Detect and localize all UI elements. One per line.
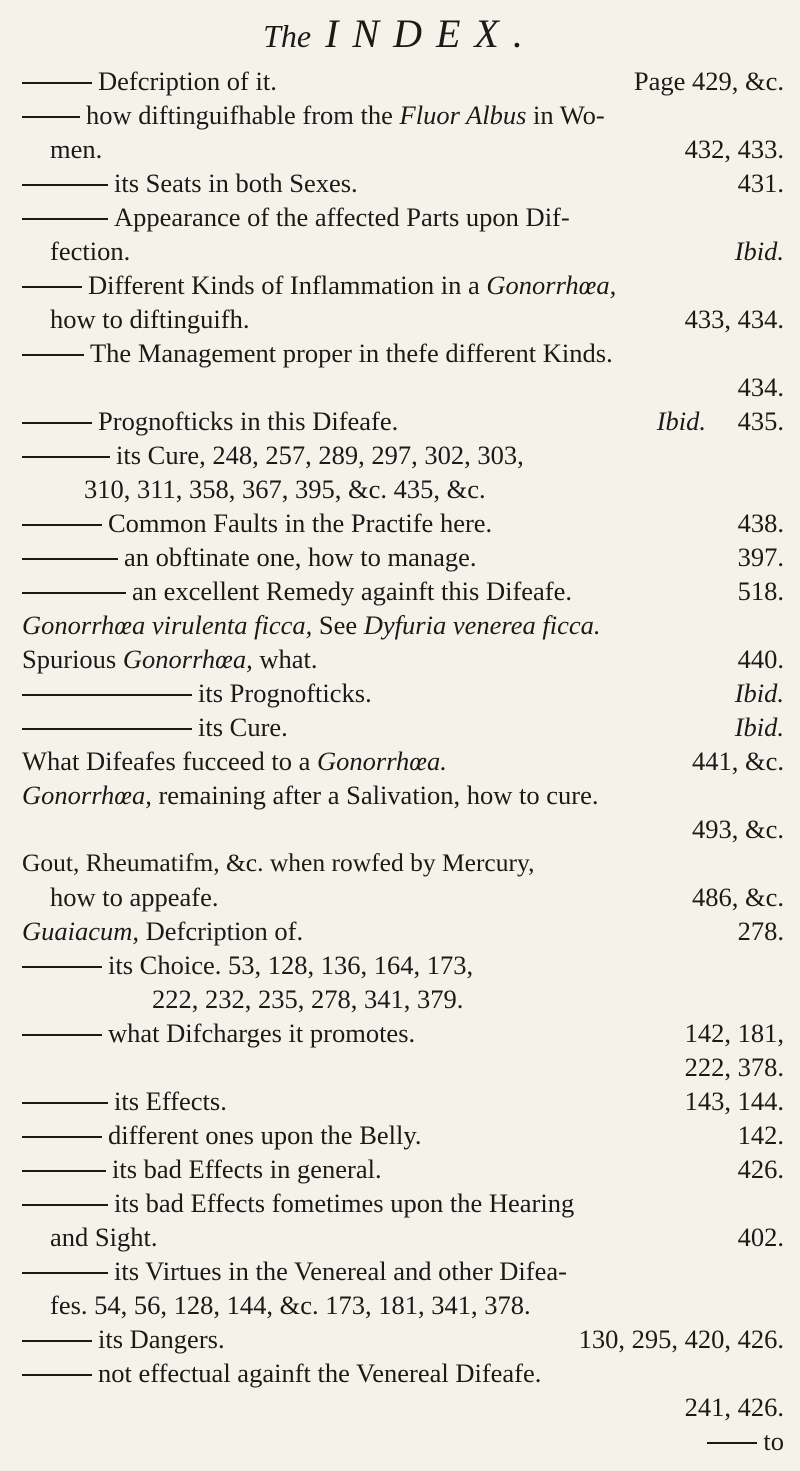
entry-text: and Sight.: [50, 1222, 158, 1252]
entry-text: not effectual againft the Venereal Difeafe.: [98, 1358, 542, 1388]
page-ref: 440.: [737, 644, 784, 674]
dash-rule: [22, 966, 102, 968]
entry-text: its bad Effects fometimes upon the Hearing: [114, 1188, 575, 1218]
index-line: [22, 336, 792, 370]
page-ref: 435.: [737, 406, 784, 436]
entry-tail: in Wo-: [533, 100, 605, 130]
page-ref: 426.: [737, 1154, 784, 1184]
entry-italic: Gonorrhœa,: [486, 270, 617, 300]
page-ref: 518.: [737, 576, 784, 606]
header-title: INDEX.: [325, 11, 537, 56]
index-line: [22, 1016, 792, 1050]
index-line: [22, 234, 792, 268]
entry-text: remaining after a Salivation, how to cure.: [158, 780, 599, 810]
index-line: [22, 268, 792, 302]
index-line: [22, 166, 792, 200]
page-ref: 142.: [737, 1120, 784, 1150]
index-line: [22, 302, 792, 336]
index-line: [22, 506, 792, 540]
entry-italic: Fluor Albus: [399, 100, 527, 130]
index-line: [22, 1356, 792, 1390]
entry-italic: Dyfuria venerea ficca.: [363, 610, 601, 640]
index-line: [22, 642, 792, 676]
index-line: [22, 676, 792, 710]
page-ref: 493, &c.: [692, 814, 784, 844]
dash-rule: [22, 1340, 92, 1342]
dash-rule: [22, 354, 84, 356]
entry-text: Gout, Rheumatifm, &c. when rowfed by Mercury,: [22, 848, 535, 877]
index-line: [22, 472, 792, 506]
page-ref: Ibid.: [734, 712, 784, 742]
index-line: [22, 880, 792, 914]
index-line: [22, 540, 792, 574]
page-ref: 438.: [737, 508, 784, 538]
entry-tail: what.: [259, 644, 318, 674]
entry-text: its Choice. 53, 128, 136, 164, 173,: [108, 950, 474, 980]
dash-rule: [22, 218, 108, 220]
dash-rule: [22, 558, 118, 560]
dash-rule: [22, 456, 110, 458]
page-ref: Page 429, &c.: [633, 66, 784, 96]
page-ref: 241, 426.: [684, 1392, 784, 1422]
index-line: [22, 1084, 792, 1118]
index-line: [22, 812, 792, 846]
entry-text: an excellent Remedy againft this Difeafe.: [132, 576, 573, 606]
index-line: [22, 64, 792, 98]
index-line: [22, 710, 792, 744]
entry-text: an obftinate one, how to manage.: [124, 542, 477, 572]
header-the: The: [263, 18, 312, 54]
dash-rule: [22, 422, 92, 424]
entry-text: to: [763, 1426, 784, 1456]
entry-text: its Cure, 248, 257, 289, 297, 302, 303,: [116, 440, 524, 470]
entry-text: What Difeafes fucceed to a: [22, 746, 311, 776]
entry-text: Spurious: [22, 644, 117, 674]
page-ref: 402.: [737, 1222, 784, 1252]
entry-text: Defcription of it.: [98, 66, 277, 96]
page-ref: 432, 433.: [684, 134, 784, 164]
dash-rule: [22, 82, 92, 84]
index-line: [22, 608, 792, 642]
page-ref: 486, &c.: [692, 882, 784, 912]
page-ref: 433, 434.: [684, 304, 784, 334]
index-line: [22, 1186, 792, 1220]
entry-text: Prognofticks in this Difeafe.: [98, 406, 399, 436]
index-line: [22, 1118, 792, 1152]
page-ref: 130, 295, 420, 426.: [578, 1324, 784, 1354]
index-line: [22, 846, 792, 880]
dash-rule: [22, 1204, 108, 1206]
entry-text: Appearance of the affected Parts upon Dif-: [114, 202, 570, 232]
entry-text: fection.: [50, 236, 131, 266]
page-ref: Ibid.: [734, 236, 784, 266]
entry-text: its Effects.: [114, 1086, 227, 1116]
dash-rule: [22, 728, 192, 730]
page-ref: 142, 181,: [684, 1018, 784, 1048]
entry-text: 310, 311, 358, 367, 395, &c. 435, &c.: [84, 474, 486, 504]
index-line: [22, 132, 792, 166]
entry-italic: Gonorrhœa.: [317, 746, 447, 776]
entry-text: its Dangers.: [98, 1324, 225, 1354]
page-ref: 222, 378.: [684, 1052, 784, 1082]
dash-rule: [22, 694, 192, 696]
entry-text: fes. 54, 56, 128, 144, &c. 173, 181, 341, 378.: [50, 1290, 531, 1320]
entry-text: how diftinguifhable from the: [86, 100, 393, 130]
index-line: [22, 438, 792, 472]
entry-text: Defcription of.: [145, 916, 304, 946]
entry-text: 222, 232, 235, 278, 341, 379.: [152, 984, 464, 1014]
dash-rule: [22, 184, 108, 186]
index-line: [22, 370, 792, 404]
dash-rule: [22, 592, 126, 594]
dash-rule: [707, 1442, 757, 1444]
entry-text: men.: [50, 134, 103, 164]
dash-rule: [22, 116, 80, 118]
entry-text: how to appeafe.: [50, 882, 219, 912]
entry-text: its Cure.: [198, 712, 288, 742]
page-ref: 397.: [737, 542, 784, 572]
index-line: [22, 744, 792, 778]
index-line: [22, 404, 792, 438]
dash-rule: [22, 1136, 102, 1138]
index-line: [22, 574, 792, 608]
dash-rule: [22, 286, 82, 288]
index-line: [22, 1390, 792, 1424]
page-ref: 278.: [737, 916, 784, 946]
entry-text: how to diftinguifh.: [50, 304, 250, 334]
index-line: [22, 1254, 792, 1288]
index-line: [22, 1424, 792, 1458]
entry-text: its bad Effects in general.: [112, 1154, 382, 1184]
index-line: [22, 948, 792, 982]
index-line: [22, 1050, 792, 1084]
entry-text: different ones upon the Belly.: [108, 1120, 422, 1150]
entry-text: its Seats in both Sexes.: [114, 168, 358, 198]
index-line: [22, 778, 792, 812]
entry-text: Common Faults in the Practife here.: [108, 508, 493, 538]
page-ref: 431.: [737, 168, 784, 198]
entry-text: what Difcharges it promotes.: [108, 1018, 416, 1048]
dash-rule: [22, 1374, 92, 1376]
dash-rule: [22, 1034, 102, 1036]
entry-italic: Gonorrhœa,: [122, 644, 253, 674]
entry-italic: Gonorrhœa virulenta ficca,: [22, 610, 313, 640]
page-ref: Ibid.: [734, 678, 784, 708]
catchword: [707, 1424, 784, 1458]
index-line: [22, 1152, 792, 1186]
page-header: [0, 10, 800, 57]
entry-italic: Guaiacum,: [22, 916, 140, 946]
entry-text: Different Kinds of Inflammation in a: [88, 270, 480, 300]
entry-text: See: [318, 610, 358, 640]
ibid-ref: Ibid.: [656, 406, 706, 436]
entry-text: its Virtues in the Venereal and other Difea-: [114, 1256, 567, 1286]
dash-rule: [22, 524, 102, 526]
index-line: [22, 1288, 792, 1322]
entry-text: its Prognofticks.: [198, 678, 372, 708]
dash-rule: [22, 1170, 106, 1172]
page-ref: 434.: [737, 372, 784, 402]
index-line: [22, 982, 792, 1016]
index-line: [22, 914, 792, 948]
index-line: [22, 1220, 792, 1254]
dash-rule: [22, 1272, 108, 1274]
index-line: [22, 1322, 792, 1356]
index-body: [22, 64, 792, 1458]
entry-text: The Management proper in thefe different Kinds.: [90, 338, 613, 368]
entry-italic: Gonorrhœa,: [22, 780, 152, 810]
page-ref: 143, 144.: [684, 1086, 784, 1116]
index-line: [22, 98, 792, 132]
page-ref: 441, &c.: [692, 746, 784, 776]
dash-rule: [22, 1102, 108, 1104]
index-line: [22, 200, 792, 234]
